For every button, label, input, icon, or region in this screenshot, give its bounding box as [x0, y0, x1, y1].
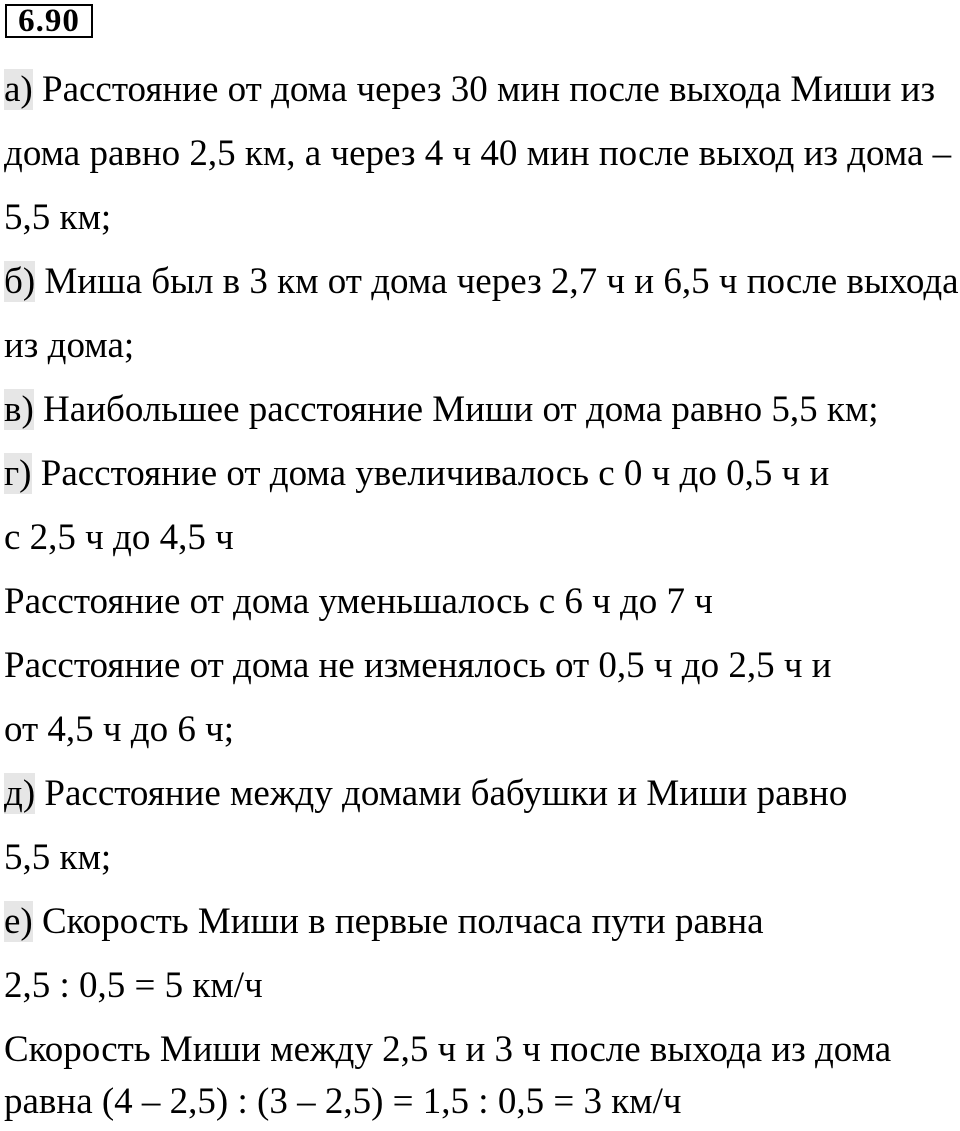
item-marker-g: г) [4, 453, 32, 494]
text-line [4, 452, 829, 496]
line-text: Скорость Миши в первые полчаса пути равна [32, 901, 764, 942]
text-line [4, 580, 713, 624]
line-text: Расстояние от дома уменьшалось с 6 ч до 7 ч [4, 581, 713, 622]
item-marker-b: б) [4, 261, 36, 302]
line-text: Скорость Миши между 2,5 ч и 3 ч после выхода из дома [4, 1029, 892, 1070]
text-line [4, 132, 951, 176]
task-number-box: 6.90 [5, 4, 93, 38]
line-text: 5,5 км; [4, 837, 112, 878]
text-line [4, 964, 263, 1008]
item-marker-d: д) [4, 773, 36, 814]
line-text: дома равно 2,5 км, а через 4 ч 40 мин после выход из дома – [4, 133, 952, 174]
item-marker-v: в) [4, 389, 34, 430]
text-line [4, 260, 959, 304]
text-line [4, 644, 831, 688]
line-text: от 4,5 ч до 6 ч; [4, 709, 235, 750]
line-text: равна (4 – 2,5) : (3 – 2,5) = 1,5 : 0,5 = 3 км/ч [4, 1081, 682, 1122]
item-marker-a: а) [4, 69, 33, 110]
text-line [4, 1028, 891, 1072]
line-text: Расстояние между домами бабушки и Миши равно [35, 773, 848, 814]
line-text: из дома; [4, 325, 135, 366]
line-text: Расстояние от дома через 30 мин после выхода Миши из [32, 69, 936, 110]
text-line [4, 388, 879, 432]
text-line [4, 900, 764, 944]
text-line [4, 516, 234, 560]
line-text: Наибольшее расстояние Миши от дома равно 5,5 км; [33, 389, 879, 430]
line-text: с 2,5 ч до 4,5 ч [4, 517, 234, 558]
text-line [4, 196, 111, 240]
text-line [4, 68, 935, 112]
text-line [4, 836, 111, 880]
item-marker-e: е) [4, 901, 33, 942]
text-line [4, 772, 847, 816]
line-text: 5,5 км; [4, 197, 112, 238]
text-line [4, 1080, 681, 1124]
line-text: Расстояние от дома увеличивалось с 0 ч до 0,5 ч и [31, 453, 830, 494]
text-line [4, 324, 134, 368]
line-text: Расстояние от дома не изменялось от 0,5 ч до 2,5 ч и [4, 645, 832, 686]
text-line [4, 708, 234, 752]
line-text: 2,5 : 0,5 = 5 км/ч [4, 965, 263, 1006]
line-text: Миша был в 3 км от дома через 2,7 ч и 6,5 ч после выхода [35, 261, 959, 302]
